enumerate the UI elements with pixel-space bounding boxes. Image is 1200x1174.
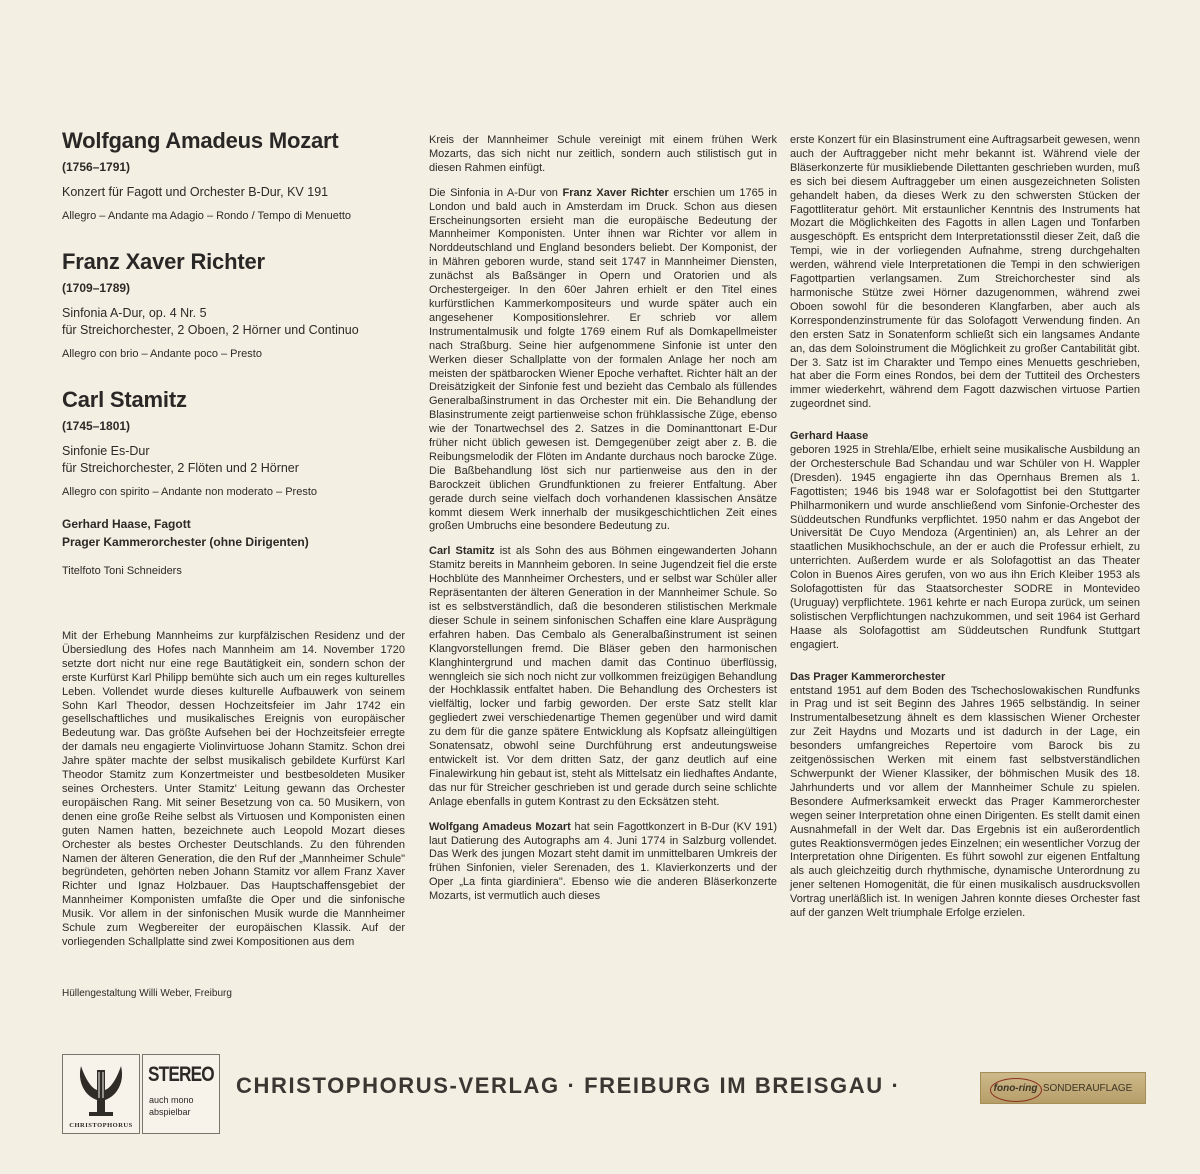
performer-orchestra: Prager Kammerorchester (ohne Dirigenten) [62,535,309,549]
work-title: Konzert für Fagott und Orchester B-Dur, KV 191 [62,185,329,199]
text-run: erschien um 1765 in London und bald auch in Amsterdam im Druck. Schon aus diesen Erscheinungsorten ersieht man die europäische Bedeutung der Mannheimer Komponisten. Unter ihnen war Richter vor allem in Norddeutschland und England besonders beliebt. Der Komponist, der in Mähren geboren wurde, stand seit 1747 in Mannheimer Diensten, zunächst als Baßsänger in Opern und Oratorien und als Orchestergeiger. In den 60er Jahren erhielt er den Titel eines kurfürstlichen Kammerkompositeurs und wurde später auch ein angesehener Kompositionslehrer. Er schrieb vor allem Instrumentalmusik und folgte 1769 einem Ruf als Domkapellmeister nach Straßburg. Seine hier aufgenommene Sinfonie ist unter den Werken dieser Schallplatte von der formalen Anlage her noch am meisten der spätbarocken Wiener Epoche verhaftet. Richter hält an der Dreisätzigkeit der Sinfonie fest und bezieht das Cembalo als füllendes Generalbaßinstrument in das Orchester mit ein. Die Behandlung der Blasinstrumente zeigt partienweise schon frühklassische Züge, ebenso wie der Tonartwechsel des 2. Satzes in die Dominanttonart E-Dur früher nicht üblich gewesen ist. Demgegenüber zeigt aber z. B. die Reibungsmelodik der Flöten im Andante durchaus noch barocke Züge. Die Baßbehandlung löst sich nur partienweise aus den in der Barockzeit üblichen Grundfunktionen zu freierer Entfaltung. Aber gerade durch seine vielfach doch vorhandenen klassischen Ansätze kommt diesem Werk innerhalb der musikgeschichtlichen Zeit eines großen Umbruchs eine besondere Bedeutung zu. [429,186,777,533]
notes-paragraph-richter [429,187,777,535]
biography-haase: geboren 1925 in Strehla/Elbe, erhielt seine musikalische Ausbildung an der Orchesterschule Bad Schandau und war Schüler von H. Wappler (Dresden). 1945 engagierte ihn das Opernhaus Bremen als 1. Fagottisten; 1946 bis 1948 war er Solofagottist bei den Stuttgarter Philharmonikern und wurde anschließend vom Sinfonie-Orchester des Süddeutschen Rundfunks verpflichtet. 1950 nahm er das Angebot der Universität De Cuyo Mendoza (Argentinien) an, als Lehrer an der staatlichen Musikhochschule, an der er auch die Professur erhielt, zu unterrichten. Außerdem wurde er als Solofagottist an das Theater Colon in Buenos Aires gerufen, von wo aus ihn Erich Kleiber 1953 als Solofagottisten für das Staatsorchester SODRE in Montevideo (Uruguay) verpflichtete. 1961 kehrte er nach Europa zurück, um seinen solistischen Verpflichtungen nachzukommen, und seit 1964 ist Gerhard Haase als Solofagottist am Süddeutschen Rundfunk Stuttgart engagiert. [790,444,1140,651]
notes-paragraph-mozart [429,821,777,904]
text-run: ist als Sohn des aus Böhmen eingewanderten Johann Stamitz bereits in Mannheim geboren. In seine Jugendzeit fiel die erste Hochblüte des Mannheimer Orchesters, und er selbst war Schüler aller Repräsentanten der älteren Generation in der Mannheimer Schule. So ist es selbstverständlich, daß die besonderen stilistischen Merkmale dieser Schule in seinem sinfonischen Schaffen eine klare Ausprägung erfahren haben. Das Cembalo als Generalbaßinstrument ist seinen Klangvorstellungen fremd. Die Bläser geben den harmonischen Klanghintergrund und machen damit das Continuo überflüssig, wenngleich sie sich noch nicht zur vollkommen freizügigen Behandlung der Hochklassik entfaltet haben. Die Behandlung des Orchesters ist vielfältig, locker und farbig geworden. Der erste Satz stellt klar gegliedert zwei verschiedenartige Themen gegenüber und wird damit zu dem für die ganze spätere Entwicklung als Kopfsatz alleingültigen Sonatensatz, obwohl seine Durchführung erst andeutungsweise entwickelt ist. Vor dem dritten Satz, der ganz deutlich auf eine Finalewirkung hin gebaut ist, steht als Mittelsatz ein liedhaftes Andante, das nur für Streicher geschrieben ist und gerade durch seine schlichte Anlage ebenfalls in gutem Kontrast zu den Ecksätzen steht. [429,545,778,808]
intro-text-block [62,630,405,950]
christophorus-logo [62,1054,140,1134]
composer-dates: (1756–1791) [62,160,131,174]
composer-dates: (1745–1801) [62,419,131,433]
publisher-line: CHRISTOPHORUS-VERLAG · FREIBURG IM BREISGAU · [236,1073,901,1098]
work-title: Sinfonie Es-Dur [62,444,150,458]
program-entry-mozart [62,128,410,223]
sonderauflage-sticker [980,1072,1146,1104]
section-heading-orchestra: Das Prager Kammerorchester [790,670,946,683]
performer-soloist: Gerhard Haase, Fagott [62,517,191,531]
work-scoring: für Streichorchester, 2 Flöten und 2 Hörner [62,461,299,475]
program-entry-richter [62,249,410,361]
work-scoring: für Streichorchester, 2 Oboen, 2 Hörner und Continuo [62,323,359,337]
intro-paragraph: Mit der Erhebung Mannheims zur kurpfälzischen Residenz und der Übersiedlung des Hofes nach Mannheim am 14. November 1720 setzte dort nicht nur eine rege Bautätigkeit ein, sondern schon der erste Kurfürst Karl Philipp bemühte sich auch um ein reges kulturelles Leben. Vollendet wurde dieses kulturelle Aufbauwerk von seinem Sohn Karl Theodor, dessen Hochzeitsfeier im Jahr 1742 ein gesellschaftliches und musikalisches Ereignis von europäischer Bedeutung war. Das größte Aufsehen bei der Hochzeitsfeier erregte der damals neu engagierte Violinvirtuose Johann Stamitz. Schon drei Jahre später machte der selbst musikalisch gebildete Kurfürst Karl Theodor Stamitz zum Konzertmeister und bestbesoldeten Musiker seines Orchesters. Unter Stamitz' Leitung gewann das Orchester europäischen Rang. Mit seiner Besetzung von ca. 50 Musikern, von denen eine große Reihe selbst als Virtuosen und Komponisten einen guten Namen hatten, bezeichnete auch Leopold Mozart dieses Orchester als bestes Orchester Deutschlands. Zu den führenden Namen der älteren Generation, die den Ruf der „Mannheimer Schule" begründeten, gehörten neben Johann Stamitz vor allem Franz Xaver Richter und Ignaz Holzbauer. Das Hauptschaffensgebiet der Mannheimer Komponisten umfaßte die Oper und die sinfonische Musik. Vor allem in der sinfonischen Musik wurde die Mannheimer Schule zum Wegbereiter der europäischen Klassik. Auf der vorliegenden Schallplatte sind zwei Kompositionen aus dem [62,630,405,948]
highlight-name: Franz Xaver Richter [562,186,669,199]
highlight-name: Wolfgang Amadeus Mozart [429,820,571,833]
movements: Allegro con brio – Andante poco – Presto [62,348,262,360]
notes-paragraph: Kreis der Mannheimer Schule vereinigt mit einem frühen Werk Mozarts, das sich nicht nur zeitlich, sondern auch stilistisch gut in diesen Rahmen einfügt. [429,134,777,174]
liner-notes-column-3 [790,134,1140,921]
text-run: Die Sinfonia in A-Dur von [429,186,563,199]
text-run: hat sein Fagottkonzert in B-Dur (KV 191) laut Datierung des Autographs am 4. Juni 1774 in Salzburg vollendet. Das Werk des jungen Mozart steht damit im unmittelbaren Umkreis der frühen Sinfonien, vieler Serenaden, des 1. Klavierkonzerts und der Oper „La finta giardiniera". Ebenso wie die anderen Bläserkonzerte Mozarts, ist vermutlich auch dieses [429,820,777,903]
composer-name: Wolfgang Amadeus Mozart [62,128,339,153]
stereo-badge [142,1054,220,1134]
highlight-name: Carl Stamitz [429,545,495,558]
program-column [62,128,410,577]
lyre-icon [75,1060,127,1120]
movements: Allegro – Andante ma Adagio – Rondo / Tempo di Menuetto [62,210,352,222]
section-heading-haase: Gerhard Haase [790,430,869,443]
program-entry-stamitz [62,387,410,499]
liner-notes-column-2 [429,134,777,904]
biography-orchestra: entstand 1951 auf dem Boden des Tschechoslowakischen Rundfunks in Prag und ist seit Beginn des Jahres 1965 selbständig. In seiner Instrumentalbesetzung ähnelt es dem klassischen Wiener Orchester zur Zeit Haydns und Mozarts und ist dadurch in der Lage, ein besonders umfangreiches Repertoire vom Barock bis zu zeitgenössischen Werken mit einem fast selbstverständlichen Schwerpunkt der Wiener Klassiker, der böhmischen Musik des 18. Jahrhunderts und vor allem der Mannheimer Schule zu spielen. Besondere Aufmerksamkeit erweckt das Prager Kammerorchester wegen seiner Interpretation ohne einen Dirigenten. Es stellt damit einen Ausnahmefall in der Welt dar. Das Ergebnis ist ein außerordentlich gutes Reaktionsvermögen jedes Einzelnen; ein wesentlicher Vorzug der Interpretation ohne Dirigenten. Es führt sowohl zur eigenen Entfaltung als auch gleichzeitig durch rhythmische, dynamische Unterordnung zu jener seltenen Homogenität, die für einen musikalisch ausdrucksvollen Vortrag unerläßlich ist. In wenigen Jahren konnte dieses Orchester fast auf der ganzen Welt triumphale Erfolge erzielen. [790,684,1140,920]
notes-paragraph: erste Konzert für ein Blasinstrument eine Auftragsarbeit gewesen, wenn auch der Auftraggeber nicht mehr bekannt ist. Während viele der Bläserkonzerte für musikliebende Dilettanten geschrieben wurden, muß es sich bei diesem Auftraggeber um einen ausgezeichneten Solisten gehandelt haben, da dieses Werk zu den schwersten Stücken der Fagottliteratur gehört. Mit erstaunlicher Kenntnis des Instruments hat Mozart die Möglichkeiten des Fagotts in allen Lagen und Tonfarben ausgeschöpft. Es entspricht dem Interpretationsstil dieser Zeit, daß die Tempi, wie in der vorliegenden Aufnahme, streng durchgehalten werden, während viele Interpretationen die Tempi in den schwierigen Fagottpartien verlangsamen. Zum Streichorchester sind als harmonische Stütze zwei Hörner dazugenommen, während zwei Oboen sowohl für die besonderen Klangfarben, aber auch als Korrespondenzinstrumente für das Solofagott Verwendung finden. An den ersten Satz in Sonatenform schließt sich ein langsames Andante an, das dem Soloinstrument die Möglichkeit zu großer Cantabilität gibt. Der 3. Satz ist im Charakter und Tempo eines Menuetts geschrieben, hat aber die Form eines Rondos, bei dem der Tuttiteil des Orchesters immer wiederkehrt, während dem Fagott dazwischen virtuose Partien zugeordnet sind. [790,134,1140,411]
composer-dates: (1709–1789) [62,281,131,295]
composer-name: Carl Stamitz [62,387,187,412]
work-title: Sinfonia A-Dur, op. 4 Nr. 5 [62,306,207,320]
cover-design-credit: Hüllengestaltung Willi Weber, Freiburg [62,988,232,999]
mono-note: auch mono [149,1095,194,1105]
mono-note: abspielbar [149,1107,191,1117]
sticker-text: ·SONDERAUFLAGE [1039,1082,1133,1094]
logo-label: CHRISTOPHORUS [69,1122,133,1129]
stereo-label: STEREO [148,1063,214,1086]
movements: Allegro con spirito – Andante non moderato – Presto [62,486,317,498]
photo-credit: Titelfoto Toni Schneiders [62,565,182,577]
notes-paragraph-stamitz [429,545,777,809]
fono-ring-logo: fono-ring [993,1082,1038,1094]
composer-name: Franz Xaver Richter [62,249,265,274]
